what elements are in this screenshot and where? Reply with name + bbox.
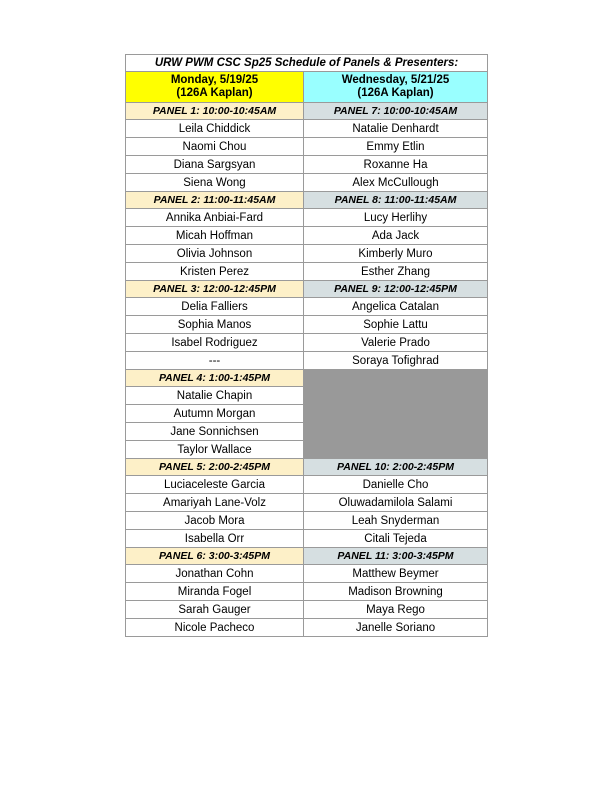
- presenter-row: [126, 619, 488, 637]
- presenter-row: [126, 601, 488, 619]
- monday-presenter: Isabel Rodriguez: [126, 334, 304, 352]
- monday-presenter: Miranda Fogel: [126, 583, 304, 601]
- monday-presenter: Jonathan Cohn: [126, 565, 304, 583]
- presenter-row: [126, 174, 488, 192]
- wednesday-empty-block: [304, 370, 488, 459]
- wednesday-date: Wednesday, 5/21/25: [341, 74, 450, 86]
- wednesday-panel-label: PANEL 8: 11:00-11:45AM: [304, 192, 488, 209]
- day-header-row: [126, 72, 488, 103]
- panel-row: [126, 103, 488, 120]
- presenter-row: [126, 120, 488, 138]
- wednesday-room: (126A Kaplan): [357, 87, 434, 99]
- presenter-row: [126, 209, 488, 227]
- monday-presenter: Autumn Morgan: [126, 405, 304, 423]
- title-row: [126, 55, 488, 72]
- panel-row: [126, 548, 488, 565]
- panel-row: [126, 192, 488, 209]
- panel-row: [126, 459, 488, 476]
- monday-presenter: Natalie Chapin: [126, 387, 304, 405]
- presenter-row: [126, 352, 488, 370]
- presenter-row: [126, 512, 488, 530]
- presenter-row: [126, 298, 488, 316]
- wednesday-presenter: Ada Jack: [304, 227, 488, 245]
- presenter-row: [126, 583, 488, 601]
- monday-presenter: Nicole Pacheco: [126, 619, 304, 637]
- wednesday-presenter: Lucy Herlihy: [304, 209, 488, 227]
- monday-panel-label: PANEL 6: 3:00-3:45PM: [126, 548, 304, 565]
- monday-panel-label: PANEL 1: 10:00-10:45AM: [126, 103, 304, 120]
- monday-panel-label: PANEL 4: 1:00-1:45PM: [126, 370, 304, 387]
- presenter-row: [126, 263, 488, 281]
- monday-room: (126A Kaplan): [176, 87, 253, 99]
- monday-presenter: Taylor Wallace: [126, 441, 304, 459]
- wednesday-presenter: Citali Tejeda: [304, 530, 488, 548]
- wednesday-presenter: Soraya Tofighrad: [304, 352, 488, 370]
- monday-presenter: Micah Hoffman: [126, 227, 304, 245]
- monday-presenter: Sarah Gauger: [126, 601, 304, 619]
- wednesday-panel-label: PANEL 7: 10:00-10:45AM: [304, 103, 488, 120]
- monday-presenter: Naomi Chou: [126, 138, 304, 156]
- monday-header: [126, 72, 304, 103]
- monday-panel-label: PANEL 3: 12:00-12:45PM: [126, 281, 304, 298]
- monday-presenter: Sophia Manos: [126, 316, 304, 334]
- wednesday-header: [304, 72, 488, 103]
- monday-date: Monday, 5/19/25: [170, 74, 259, 86]
- wednesday-presenter: Angelica Catalan: [304, 298, 488, 316]
- wednesday-presenter: Leah Snyderman: [304, 512, 488, 530]
- monday-presenter: Jane Sonnichsen: [126, 423, 304, 441]
- monday-presenter: Kristen Perez: [126, 263, 304, 281]
- wednesday-presenter: Natalie Denhardt: [304, 120, 488, 138]
- wednesday-presenter: Alex McCullough: [304, 174, 488, 192]
- presenter-row: [126, 227, 488, 245]
- monday-presenter: Siena Wong: [126, 174, 304, 192]
- wednesday-panel-label: PANEL 11: 3:00-3:45PM: [304, 548, 488, 565]
- monday-presenter: Olivia Johnson: [126, 245, 304, 263]
- presenter-row: [126, 494, 488, 512]
- wednesday-presenter: Danielle Cho: [304, 476, 488, 494]
- presenter-row: [126, 156, 488, 174]
- monday-presenter: Annika Anbiai-Fard: [126, 209, 304, 227]
- monday-presenter: Isabella Orr: [126, 530, 304, 548]
- presenter-row: [126, 316, 488, 334]
- monday-presenter: ---: [126, 352, 304, 370]
- monday-presenter: Leila Chiddick: [126, 120, 304, 138]
- wednesday-presenter: Madison Browning: [304, 583, 488, 601]
- monday-panel-label: PANEL 2: 11:00-11:45AM: [126, 192, 304, 209]
- wednesday-presenter: Kimberly Muro: [304, 245, 488, 263]
- panel-row: [126, 281, 488, 298]
- monday-presenter: Jacob Mora: [126, 512, 304, 530]
- monday-presenter: Diana Sargsyan: [126, 156, 304, 174]
- wednesday-presenter: Esther Zhang: [304, 263, 488, 281]
- monday-presenter: Luciaceleste Garcia: [126, 476, 304, 494]
- wednesday-presenter: Emmy Etlin: [304, 138, 488, 156]
- panel-row: [126, 370, 488, 387]
- wednesday-panel-label: PANEL 9: 12:00-12:45PM: [304, 281, 488, 298]
- monday-panel-label: PANEL 5: 2:00-2:45PM: [126, 459, 304, 476]
- presenter-row: [126, 565, 488, 583]
- wednesday-presenter: Janelle Soriano: [304, 619, 488, 637]
- wednesday-presenter: Matthew Beymer: [304, 565, 488, 583]
- wednesday-presenter: Oluwadamilola Salami: [304, 494, 488, 512]
- schedule-title: URW PWM CSC Sp25 Schedule of Panels & Presenters:: [126, 55, 488, 72]
- presenter-row: [126, 334, 488, 352]
- presenter-row: [126, 245, 488, 263]
- presenter-row: [126, 530, 488, 548]
- presenter-row: [126, 476, 488, 494]
- presenter-row: [126, 138, 488, 156]
- wednesday-presenter: Roxanne Ha: [304, 156, 488, 174]
- wednesday-panel-label: PANEL 10: 2:00-2:45PM: [304, 459, 488, 476]
- monday-presenter: Delia Falliers: [126, 298, 304, 316]
- wednesday-presenter: Sophie Lattu: [304, 316, 488, 334]
- wednesday-presenter: Valerie Prado: [304, 334, 488, 352]
- monday-presenter: Amariyah Lane-Volz: [126, 494, 304, 512]
- wednesday-presenter: Maya Rego: [304, 601, 488, 619]
- schedule-table: [125, 54, 488, 637]
